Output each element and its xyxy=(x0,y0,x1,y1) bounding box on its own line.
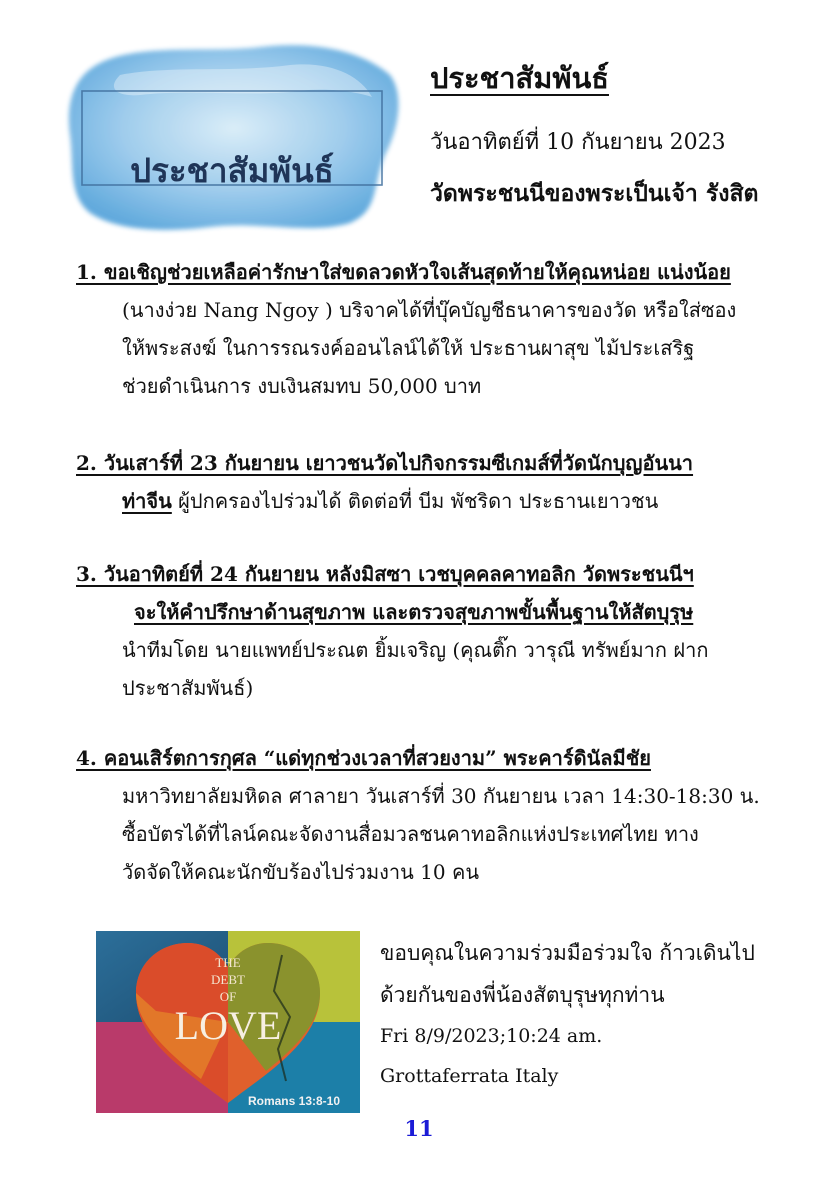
announcement-heading: 3. วันอาทิตย์ที่ 24 กันยายน หลังมิสซา เวชบุคคลคาทอลิก วัดพระชนนีฯ xyxy=(76,562,694,586)
announcement-line: ช่วยดำเนินการ งบเงินสมทบ 50,000 บาท xyxy=(122,374,482,398)
announcement-text: ผู้ปกครองไปร่วมได้ ติดต่อที่ บีม พัชริดา ประธานเยาวชน xyxy=(171,489,659,513)
image-text-of: OF xyxy=(219,989,237,1004)
page-number: 11 xyxy=(404,1116,434,1141)
thanks-line: ด้วยกันของพี่น้องสัตบุรุษทุกท่าน xyxy=(380,983,665,1007)
announcement-item-2 xyxy=(76,444,786,520)
announcement-heading-continued: จะให้คำปรึกษาด้านสุขภาพ และตรวจสุขภาพขั้นพื้นฐานให้สัตบุรุษ xyxy=(134,600,694,624)
thanks-line: ขอบคุณในความร่วมมือร่วมใจ ก้าวเดินไป xyxy=(380,941,755,965)
announcement-item-3 xyxy=(76,555,786,707)
announcement-item-4 xyxy=(76,739,786,891)
location-name: ท่าจีน xyxy=(122,489,172,513)
announcement-heading: 4. คอนเสิร์ตการกุศล “แด่ทุกช่วงเวลาที่สวยงาม” พระคาร์ดินัลมีชัย xyxy=(76,746,651,770)
timestamp: Fri 8/9/2023;10:24 am. xyxy=(380,1025,603,1047)
announcement-heading: 2. วันเสาร์ที่ 23 กันยายน เยาวชนวัดไปกิจกรรมซีเกมส์ที่วัดนักบุญอันนา xyxy=(76,451,694,475)
closing-message xyxy=(380,932,800,1096)
bulletin-date: วันอาทิตย์ที่ 10 กันยายน 2023 xyxy=(430,130,726,155)
announcement-line: ประชาสัมพันธ์) xyxy=(122,676,254,700)
announcement-line: วัดจัดให้คณะนักขับร้องไปร่วมงาน 10 คน xyxy=(122,860,480,884)
logo-text: ประชาสัมพันธ์ xyxy=(130,150,334,190)
debt-of-love-image xyxy=(96,931,360,1113)
announcement-line: ซื้อบัตรได้ที่ไลน์คณะจัดงานสื่อมวลชนคาทอลิกแห่งประเทศไทย ทาง xyxy=(122,822,699,846)
announcement-line: มหาวิทยาลัยมหิดล ศาลายา วันเสาร์ที่ 30 กันยายน เวลา 14:30-18:30 น. xyxy=(122,784,760,808)
announcement-item-1 xyxy=(76,253,786,405)
page-title: ประชาสัมพันธ์ xyxy=(430,61,609,95)
image-text-debt: DEBT xyxy=(211,972,245,987)
image-text-love: LOVE xyxy=(174,1003,282,1048)
announcement-logo xyxy=(60,35,405,235)
announcement-line: (นางง่วย Nang Ngoy ) บริจาคได้ที่บุ๊คบัญชีธนาคารของวัด หรือใส่ซอง xyxy=(122,298,737,322)
announcement-line: ให้พระสงฆ์ ในการรณรงค์ออนไลน์ได้ให้ ประธานผาสุข ไม้ประเสริฐ xyxy=(122,336,695,360)
place: Grottaferrata Italy xyxy=(380,1065,559,1087)
image-text-the: THE xyxy=(215,955,241,970)
announcement-line: นำทีมโดย นายแพทย์ประณต ยิ้มเจริญ (คุณติ๊ก วารุณี ทรัพย์มาก ฝาก xyxy=(122,638,709,662)
announcement-heading: 1. ขอเชิญช่วยเหลือค่ารักษาใส่ขดลวดหัวใจเส้นสุดท้ายให้คุณหน่อย แน่งน้อย xyxy=(76,260,731,284)
image-text-verse: Romans 13:8-10 xyxy=(247,1094,341,1108)
parish-name: วัดพระชนนีของพระเป็นเจ้า รังสิต xyxy=(430,180,759,207)
announcement-line xyxy=(76,482,786,520)
